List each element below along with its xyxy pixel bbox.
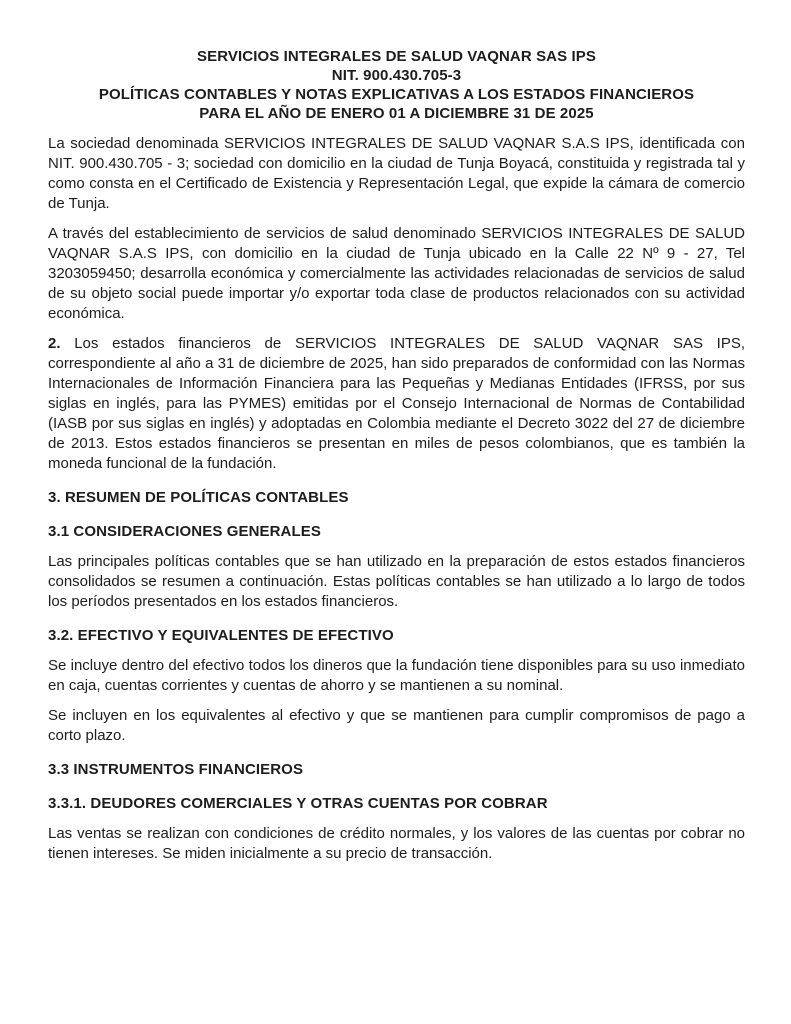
paragraph-number: 2. — [48, 335, 61, 352]
heading-3-3-instrumentos-financieros: 3.3 INSTRUMENTOS FINANCIEROS — [48, 761, 304, 778]
heading-3-1-consideraciones-generales: 3.1 CONSIDERACIONES GENERALES — [48, 523, 321, 540]
paragraph-financial-statements — [48, 334, 745, 474]
paragraph-general-considerations: Las principales políticas contables que se han utilizado en la preparación de estos estados financieros consolidados se resumen a continuación. Estas políticas contables se han utilizado a lo largo de todos los períodos presentados en los estados financieros. — [48, 553, 745, 610]
paragraph-receivables: Las ventas se realizan con condiciones de crédito normales, y los valores de las cuentas por cobrar no tienen intereses. Se miden inicialmente a su precio de transacción. — [48, 825, 745, 862]
paragraph-cash-definition: Se incluye dentro del efectivo todos los dineros que la fundación tiene disponibles para su uso inmediato en caja, cuentas corrientes y cuentas de ahorro y se mantienen a su nominal. — [48, 657, 745, 694]
heading-3-resumen-politicas: 3. RESUMEN DE POLÍTICAS CONTABLES — [48, 489, 349, 506]
paragraph-cash-equivalents: Se incluyen en los equivalentes al efectivo y que se mantienen para cumplir compromisos de pago a corto plazo. — [48, 707, 745, 744]
company-name: SERVICIOS INTEGRALES DE SALUD VAQNAR SAS IPS — [197, 48, 596, 65]
company-nit: NIT. 900.430.705-3 — [331, 67, 462, 84]
paragraph-establishment: A través del establecimiento de servicios de salud denominado SERVICIOS INTEGRALES DE SALUD VAQNAR S.A.S IPS, con domicilio en la ciudad de Tunja ubicado en la Calle 22 Nº 9 - 27, Tel 3203059450; desarrolla económica y comercialmente las actividades relacionadas de servicios de salud de su objeto social puede importar y/o exportar toda clase de productos relacionados con su actividad económica. — [48, 225, 745, 322]
paragraph-company-constitution: La sociedad denominada SERVICIOS INTEGRALES DE SALUD VAQNAR S.A.S IPS, identificada con NIT. 900.430.705 - 3; sociedad con domicilio en la ciudad de Tunja Boyacá, constituida y registrada tal y como consta en el Certificado de Existencia y Representación Legal, que expide la cámara de comercio de Tunja. — [48, 135, 745, 212]
heading-3-2-efectivo: 3.2. EFECTIVO Y EQUIVALENTES DE EFECTIVO — [48, 627, 394, 644]
document-period: PARA EL AÑO DE ENERO 01 A DICIEMBRE 31 DE 2025 — [199, 105, 594, 122]
heading-3-3-1-deudores-comerciales: 3.3.1. DEUDORES COMERCIALES Y OTRAS CUENTAS POR COBRAR — [48, 795, 548, 812]
document-header — [54, 47, 739, 123]
paragraph-financial-statements-text: Los estados financieros de SERVICIOS INTEGRALES DE SALUD VAQNAR SAS IPS, correspondiente al año a 31 de diciembre de 2025, han sido preparados de conformidad con las Normas Internacionales de Información Financiera para las Pequeñas y Medianas Entidades (IFRSS, por sus siglas en inglés, para las PYMES) emitidas por el Consejo Internacional de Normas de Contabilidad (IASB por sus siglas en inglés) y adoptadas en Colombia mediante el Decreto 3022 del 27 de diciembre de 2013. Estos estados financieros se presentan en miles de pesos colombianos, que es también la moneda funcional de la fundación. — [48, 335, 745, 472]
document-title: POLÍTICAS CONTABLES Y NOTAS EXPLICATIVAS A LOS ESTADOS FINANCIEROS — [98, 86, 695, 103]
